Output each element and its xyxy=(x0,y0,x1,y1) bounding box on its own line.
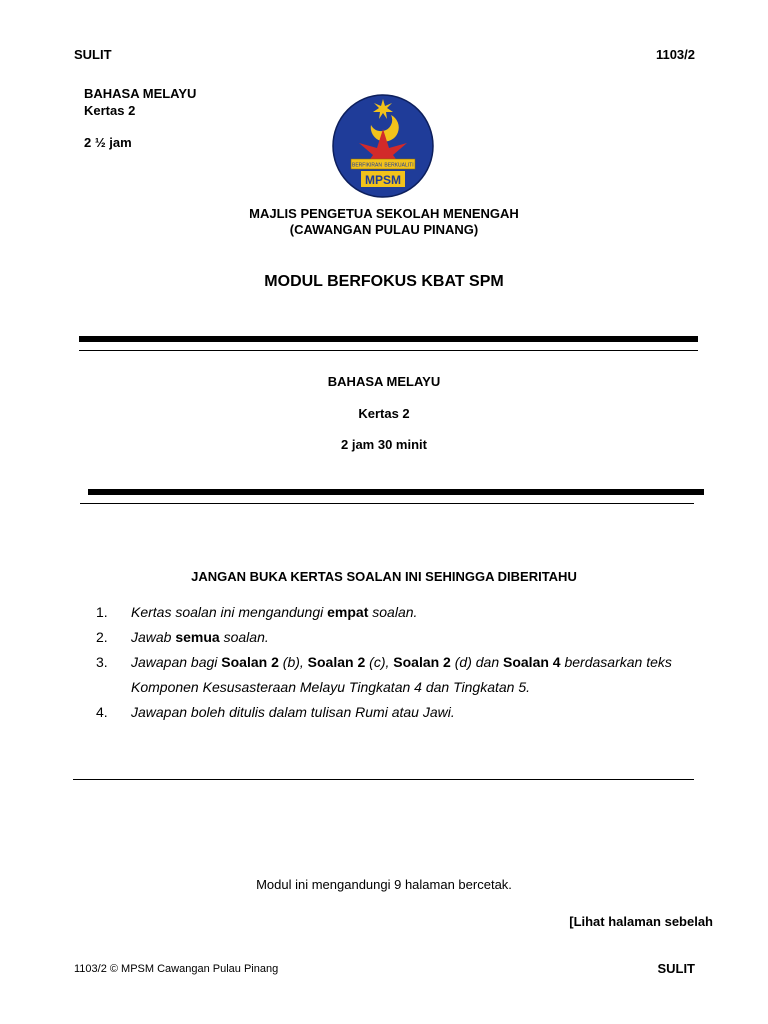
instruction-segment: Jawapan boleh ditulis dalam tulisan Rumi atau Jawi. xyxy=(131,704,455,720)
instruction-segment: (c), xyxy=(365,654,394,670)
instruction-emphasis: semua xyxy=(175,629,220,645)
subject-name: BAHASA MELAYU xyxy=(84,86,197,101)
instruction-segment: (d) dan xyxy=(450,654,503,670)
instruction-number: 2. xyxy=(96,629,108,645)
instruction-text xyxy=(131,604,691,620)
footer-sulit: SULIT xyxy=(657,961,695,976)
instruction-segment: (b), xyxy=(278,654,308,670)
thin-rule-bottom xyxy=(80,503,694,504)
center-paper: Kertas 2 xyxy=(358,406,410,421)
instruction-number: 1. xyxy=(96,604,108,620)
instruction-segment: Jawab xyxy=(131,629,176,645)
separator-line xyxy=(73,779,694,780)
instruction-segment: Jawapan bagi xyxy=(131,654,222,670)
next-page-note: [Lihat halaman sebelah xyxy=(569,914,713,929)
logo-banner-right: BERKUALITI xyxy=(384,162,414,169)
thin-rule-top xyxy=(79,350,698,351)
footer-copyright: 1103/2 © MPSM Cawangan Pulau Pinang xyxy=(74,963,279,975)
instruction-number: 4. xyxy=(96,704,108,720)
instruction-segment: soalan. xyxy=(368,604,418,620)
instruction-text xyxy=(131,629,691,645)
instruction-emphasis: empat xyxy=(327,604,369,620)
subject-duration: 2 ½ jam xyxy=(84,135,132,150)
instruction-emphasis: Soalan 4 xyxy=(503,654,561,670)
page-count: Modul ini mengandungi 9 halaman bercetak. xyxy=(256,877,512,892)
logo-banner-left: BERFIKIRAN xyxy=(351,162,383,169)
instruction-segment: soalan. xyxy=(219,629,269,645)
instruction-segment: Kertas soalan ini mengandungi xyxy=(131,604,328,620)
logo-acronym: MPSM xyxy=(365,173,401,187)
instruction-segment: Komponen Kesusasteraan Melayu Tingkatan 4 dan Tingkatan 5. xyxy=(131,679,531,695)
module-title: MODUL BERFOKUS KBAT SPM xyxy=(264,273,504,290)
council-line-1: MAJLIS PENGETUA SEKOLAH MENENGAH xyxy=(249,206,519,221)
header-sulit: SULIT xyxy=(74,47,112,62)
instruction-text xyxy=(131,704,691,720)
instruction-text xyxy=(131,654,691,670)
instruction-emphasis: Soalan 2 xyxy=(393,654,451,670)
thick-rule-top xyxy=(79,336,698,342)
thick-rule-bottom xyxy=(88,489,704,495)
center-subject: BAHASA MELAYU xyxy=(327,374,441,389)
instruction-segment: berdasarkan teks xyxy=(560,654,672,670)
instruction-emphasis: Soalan 2 xyxy=(221,654,279,670)
instruction-emphasis: Soalan 2 xyxy=(307,654,366,670)
subject-paper: Kertas 2 xyxy=(84,103,136,118)
warning-text: JANGAN BUKA KERTAS SOALAN INI SEHINGGA DIBERITAHU xyxy=(191,569,577,584)
instruction-text xyxy=(131,679,691,695)
mpsm-logo xyxy=(331,93,435,199)
header-code: 1103/2 xyxy=(655,47,695,62)
council-line-2: (CAWANGAN PULAU PINANG) xyxy=(289,222,479,237)
center-duration: 2 jam 30 minit xyxy=(341,437,427,452)
instruction-number: 3. xyxy=(96,654,108,670)
